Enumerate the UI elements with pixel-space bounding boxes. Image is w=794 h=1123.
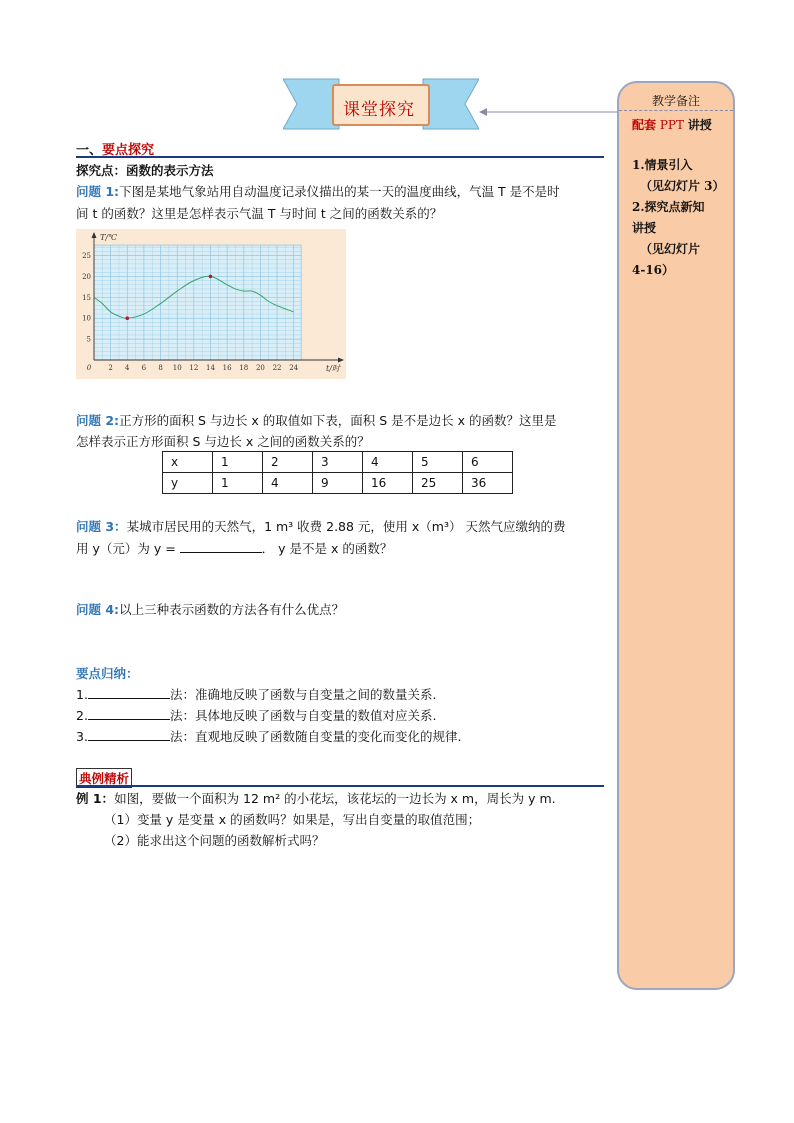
question-4-text: 以上三种表示函数的方法各有什么优点？ <box>119 602 345 617</box>
banner-title: 课堂探究 <box>343 100 415 120</box>
table-cell: 2 <box>263 452 313 473</box>
summary-item-text: 法：具体地反映了函数与自变量的数值对应关系. <box>169 708 437 723</box>
question-3-text-a: 用 y（元）为 y = <box>76 541 180 556</box>
table-cell: 5 <box>413 452 463 473</box>
table-cell: 3 <box>313 452 363 473</box>
table-cell: 6 <box>463 452 513 473</box>
question-3-text: 某城市居民用的天然气，1 m³ 收费 2.88 元，使用 x（m³） 天然气应缴纳的费 <box>126 519 566 534</box>
example-section-divider <box>76 785 604 787</box>
x-tick-label: 4 <box>125 364 130 372</box>
question-3-line-2 <box>76 539 392 557</box>
summary-item-1 <box>76 685 436 703</box>
example-1 <box>76 789 556 807</box>
question-3-label: 问题 3： <box>76 519 127 534</box>
y-axis-label: T/℃ <box>100 233 117 242</box>
example-1-sub-2: （2）能求出这个问题的函数解析式吗？ <box>104 833 325 848</box>
x-tick-label: 16 <box>222 364 232 372</box>
section-title-text: 要点探究 <box>102 143 155 158</box>
question-1-line-1 <box>76 182 560 200</box>
question-4-label: 问题 4: <box>76 602 120 617</box>
y-tick-label: 5 <box>86 335 91 344</box>
y-tick-label: 20 <box>82 272 91 281</box>
summary-item-number: 1. <box>76 687 88 702</box>
example-section-label: 典例精析 <box>76 768 132 788</box>
table-cell: x <box>163 452 213 473</box>
x-tick-label: 0 <box>86 364 92 372</box>
example-1-sub-1: （1）变量 y 是变量 x 的函数吗？如果是，写出自变量的取值范围； <box>104 812 481 827</box>
table-cell: 4 <box>363 452 413 473</box>
y-tick-label: 15 <box>82 293 91 302</box>
summary-item-number: 2. <box>76 708 88 723</box>
x-tick-label: 22 <box>272 364 282 372</box>
data-point <box>125 316 129 320</box>
data-point <box>209 275 213 279</box>
sidebar-item: 讲授 <box>632 221 657 235</box>
x-tick-label: 12 <box>189 364 199 372</box>
square-area-table <box>162 451 513 494</box>
summary-item-2 <box>76 706 436 724</box>
y-tick-label: 25 <box>82 252 91 261</box>
sidebar-subtitle <box>632 116 712 133</box>
teaching-notes-sidebar <box>617 81 735 990</box>
summary-item-text: 法：准确地反映了函数与自变量之间的数量关系. <box>169 687 437 702</box>
subpoint-heading: 探究点：函数的表示方法 <box>76 163 214 178</box>
answer-blank[interactable] <box>180 552 262 553</box>
x-tick-label: 18 <box>239 364 249 372</box>
question-2-line-2: 怎样表示正方形面积 S 与边长 x 之间的函数关系的？ <box>76 434 370 449</box>
sidebar-title: 教学备注 <box>651 94 700 108</box>
question-2-line-1 <box>76 411 557 429</box>
question-1-label: 问题 1: <box>76 184 120 199</box>
summary-item-number: 3. <box>76 729 88 744</box>
answer-blank[interactable] <box>88 719 170 720</box>
x-tick-label: 20 <box>255 364 265 372</box>
temperature-chart <box>76 229 346 379</box>
sidebar-item: （见幻灯片 3） <box>640 179 725 193</box>
sidebar-subtitle-prefix: 配套 <box>632 118 657 132</box>
answer-blank[interactable] <box>88 740 170 741</box>
table-cell: 4 <box>263 473 313 494</box>
x-tick-label: 10 <box>172 364 182 372</box>
arrow-left-icon <box>479 108 619 116</box>
sidebar-item: （见幻灯片 <box>640 242 701 256</box>
x-tick-label: 24 <box>289 364 299 372</box>
table-cell: 16 <box>363 473 413 494</box>
question-3-line-1 <box>76 517 565 535</box>
x-tick-label: 6 <box>141 364 147 372</box>
question-2-text: 正方形的面积 S 与边长 x 的取值如下表，面积 S 是不是边长 x 的函数？这里是 <box>119 413 557 428</box>
summary-title: 要点归纳： <box>76 666 139 681</box>
question-3-text-b: ． y 是不是 x 的函数？ <box>261 541 393 556</box>
sidebar-item: 4-16） <box>632 263 675 277</box>
section-divider <box>76 156 604 158</box>
sidebar-divider <box>619 110 733 111</box>
table-cell: 25 <box>413 473 463 494</box>
table-cell: y <box>163 473 213 494</box>
x-tick-label: 14 <box>206 364 215 372</box>
summary-item-3 <box>76 727 461 745</box>
x-tick-label: 2 <box>108 364 113 372</box>
table-cell: 9 <box>313 473 363 494</box>
table-row <box>163 473 513 494</box>
question-1-line-2: 间 t 的函数？这里是怎样表示气温 T 与时间 t 之间的函数关系的？ <box>76 206 443 221</box>
y-tick-label: 10 <box>82 314 91 323</box>
answer-blank[interactable] <box>88 698 170 699</box>
question-1-text: 下图是某地气象站用自动温度记录仪描出的某一天的温度曲线，气温 T 是不是时 <box>119 184 560 199</box>
x-tick-label: 8 <box>158 364 163 372</box>
sidebar-item: 2.探究点新知 <box>632 200 705 214</box>
sidebar-subtitle-suffix: 讲授 <box>687 118 712 132</box>
sidebar-item: 1.情景引入 <box>632 158 693 172</box>
section-number: 一、 <box>76 143 103 158</box>
table-row <box>163 452 513 473</box>
table-cell: 1 <box>213 452 263 473</box>
summary-item-text: 法：直观地反映了函数随自变量的变化而变化的规律. <box>169 729 462 744</box>
example-1-text: 如图，要做一个面积为 12 m² 的小花坛，该花坛的一边长为 x m，周长为 y m. <box>114 791 556 806</box>
table-cell: 1 <box>213 473 263 494</box>
table-cell: 36 <box>463 473 513 494</box>
question-4 <box>76 600 344 618</box>
x-axis-label: t/时 <box>326 364 340 373</box>
sidebar-subtitle-ppt: PPT <box>656 118 688 132</box>
question-2-label: 问题 2: <box>76 413 120 428</box>
example-1-label: 例 1： <box>76 791 115 806</box>
